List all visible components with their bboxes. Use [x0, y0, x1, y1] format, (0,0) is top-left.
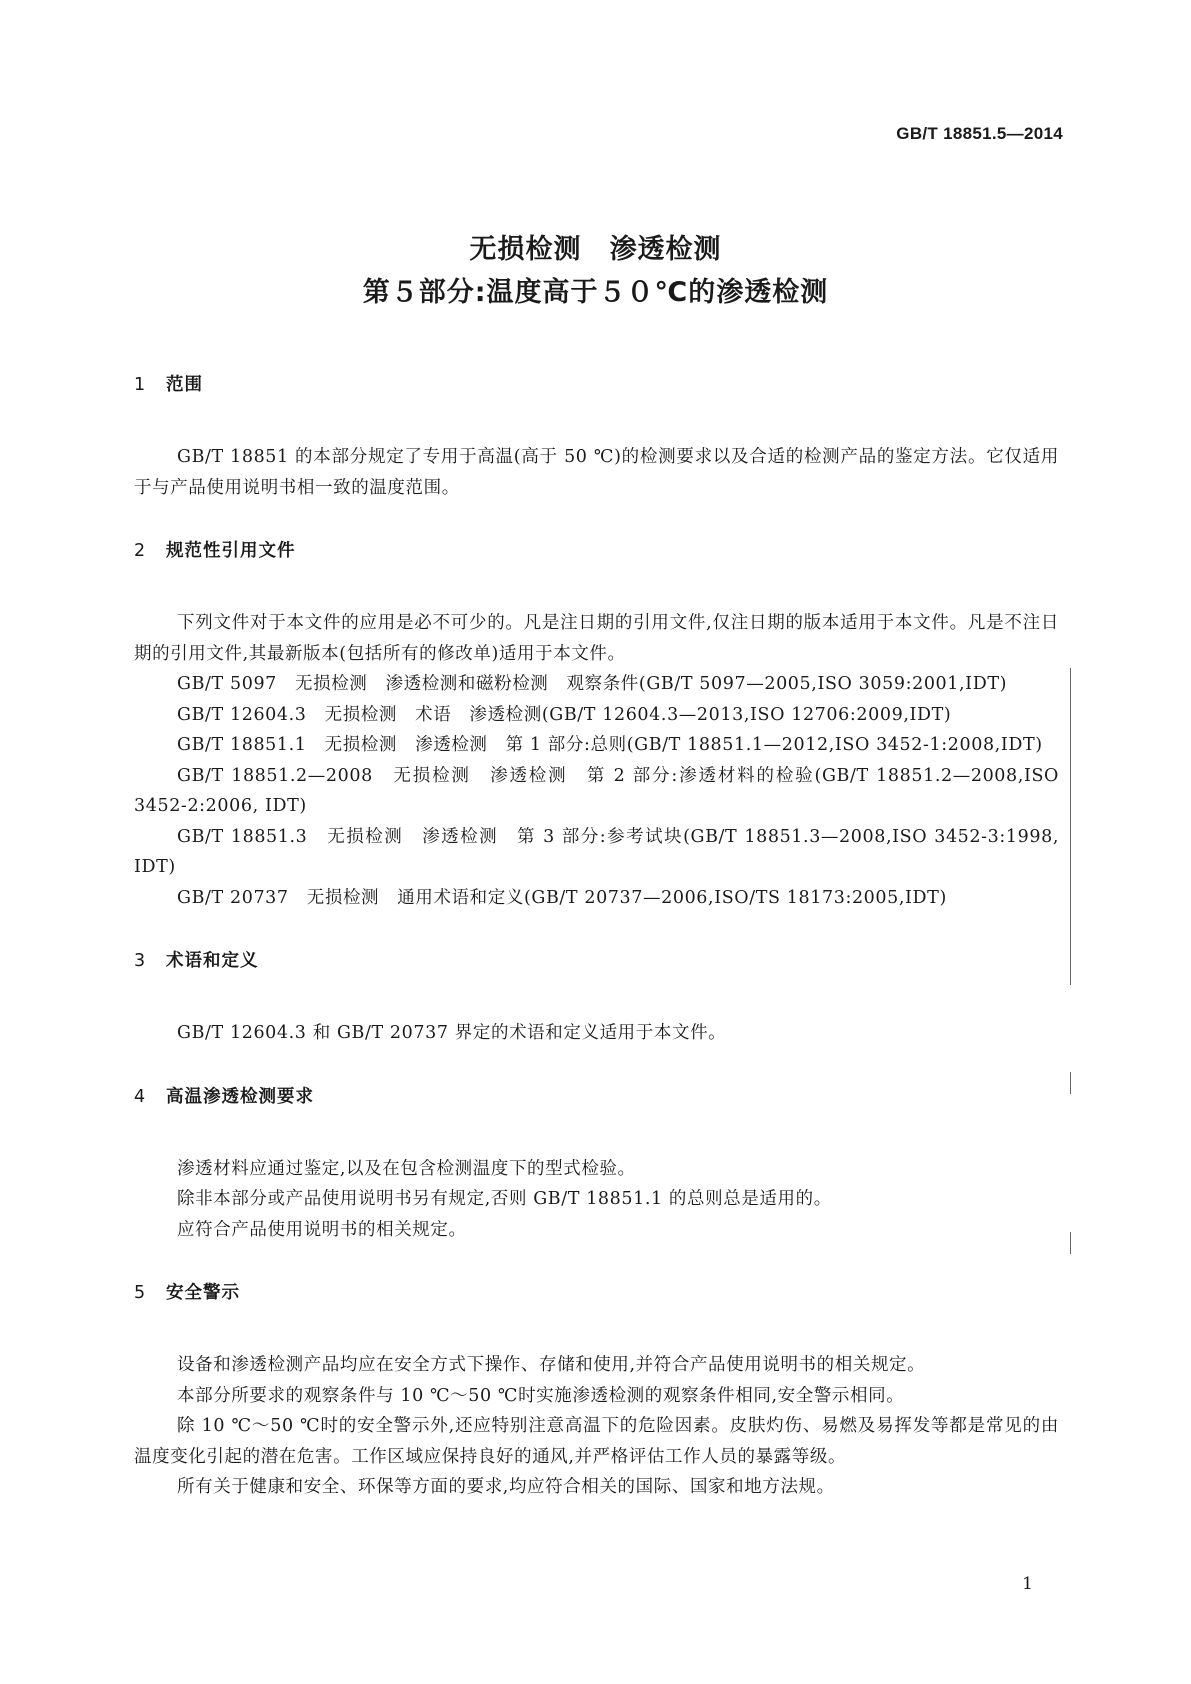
document-body	[134, 370, 1059, 1503]
document-title	[0, 228, 1191, 314]
standard-code: GB/T 18851.5—2014	[896, 124, 1063, 143]
section-number: 1	[134, 375, 147, 395]
page-number: 1	[1022, 1574, 1033, 1594]
section-number: 3	[134, 951, 147, 971]
reference-item: GB/T 18851.1 无损检测 渗透检测 第 1 部分:总则(GB/T 18851.1—2012,ISO 3452-1:2008,IDT)	[177, 735, 1043, 755]
revision-bar	[1070, 668, 1071, 985]
section-number: 4	[134, 1086, 147, 1107]
section-2-heading	[134, 536, 1059, 566]
paragraph: 设备和渗透检测产品均应在安全方式下操作、存储和使用,并符合产品使用说明书的相关规定。	[177, 1355, 926, 1375]
revision-bar	[1070, 1232, 1071, 1254]
section-number: 5	[134, 1283, 147, 1303]
reference-item: GB/T 18851.3 无损检测 渗透检测 第 3 部分:参考试块(GB/T 18851.3—2008,ISO 3452-3:1998, IDT)	[134, 826, 1059, 877]
reference-item: GB/T 18851.2—2008 无损检测 渗透检测 第 2 部分:渗透材料的检验(GB/T 18851.2—2008,ISO 3452-2:2006, IDT)	[134, 765, 1059, 816]
paragraph: 下列文件对于本文件的应用是必不可少的。凡是注日期的引用文件,仅注日期的版本适用于本文件。凡是不注日期的引用文件,其最新版本(包括所有的修改单)适用于本文件。	[134, 613, 1059, 664]
reference-item: GB/T 12604.3 无损检测 术语 渗透检测(GB/T 12604.3—2013,ISO 12706:2009,IDT)	[177, 704, 952, 725]
revision-bar	[1070, 1072, 1071, 1094]
section-1-heading	[134, 370, 1059, 400]
paragraph: 除 10 ℃～50 ℃时的安全警示外,还应特别注意高温下的危险因素。皮肤灼伤、易燃及易挥发等都是常见的由温度变化引起的潜在危害。工作区域应保持良好的通风,并严格评估工作人员的暴露等级。	[134, 1416, 1059, 1467]
section-number: 2	[134, 541, 147, 561]
section-title: 范围	[166, 375, 203, 395]
paragraph: 渗透材料应通过鉴定,以及在包含检测温度下的型式检验。	[177, 1158, 636, 1179]
title-line-2: 第５部分:温度高于５０℃的渗透检测	[362, 277, 829, 308]
section-title: 安全警示	[166, 1283, 240, 1303]
section-title: 高温渗透检测要求	[166, 1086, 314, 1107]
section-title: 规范性引用文件	[166, 541, 296, 561]
paragraph: 所有关于健康和安全、环保等方面的要求,均应符合相关的国际、国家和地方法规。	[177, 1477, 835, 1497]
section-4-heading	[134, 1082, 1059, 1112]
section-title: 术语和定义	[166, 951, 259, 971]
section-5-heading	[134, 1278, 1059, 1308]
paragraph: GB/T 12604.3 和 GB/T 20737 界定的术语和定义适用于本文件。	[177, 1023, 727, 1043]
paragraph: 本部分所要求的观察条件与 10 ℃～50 ℃时实施渗透检测的观察条件相同,安全警示相同。	[177, 1385, 905, 1406]
paragraph: 应符合产品使用说明书的相关规定。	[177, 1219, 467, 1240]
reference-item: GB/T 5097 无损检测 渗透检测和磁粉检测 观察条件(GB/T 5097—2005,ISO 3059:2001,IDT)	[177, 674, 1008, 694]
paragraph: GB/T 18851 的本部分规定了专用于高温(高于 50 ℃)的检测要求以及合适的检测产品的鉴定方法。它仅适用于与产品使用说明书相一致的温度范围。	[134, 447, 1059, 498]
title-line-1: 无损检测 渗透检测	[469, 234, 722, 265]
reference-item: GB/T 20737 无损检测 通用术语和定义(GB/T 20737—2006,ISO/TS 18173:2005,IDT)	[177, 887, 947, 908]
paragraph: 除非本部分或产品使用说明书另有规定,否则 GB/T 18851.1 的总则总是适用的。	[177, 1189, 832, 1209]
section-3-heading	[134, 946, 1059, 976]
